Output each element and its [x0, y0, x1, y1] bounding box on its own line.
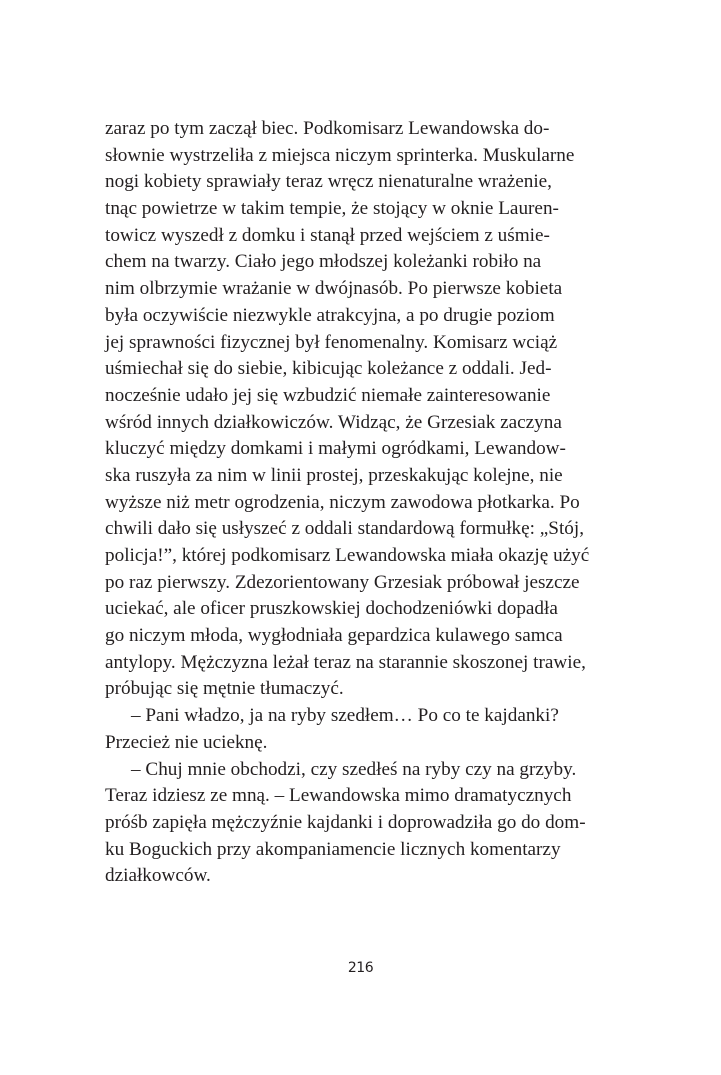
- text-line: chem na twarzy. Ciało jego młodszej koleżanki robiło na: [105, 251, 542, 273]
- text-line: ska ruszyła za nim w linii prostej, przeskakując kolejne, nie: [105, 464, 563, 486]
- text-line: jej sprawności fizycznej był fenomenalny. Komisarz wciąż: [105, 331, 558, 353]
- body-text: [105, 116, 603, 890]
- text-line: uciekać, ale oficer pruszkowskiej dochodzeniówki dopadła: [105, 598, 558, 620]
- text-line: chwili dało się usłyszeć z oddali standardową formułkę: „Stój,: [105, 518, 585, 540]
- text-line: antylopy. Mężczyzna leżał teraz na starannie skoszonej trawie,: [105, 651, 586, 673]
- text-line: – Pani władzo, ja na ryby szedłem… Po co te kajdanki?: [131, 705, 559, 727]
- text-line: ku Boguckich przy akompaniamencie licznych komentarzy: [105, 838, 561, 860]
- text-line: działkowców.: [105, 865, 211, 887]
- text-line: nogi kobiety sprawiały teraz wręcz nienaturalne wrażenie,: [105, 171, 552, 193]
- text-line: próbując się mętnie tłumaczyć.: [105, 678, 344, 700]
- text-line: kluczyć między domkami i małymi ogródkami, Lewandow-: [105, 438, 566, 460]
- text-line: słownie wystrzeliła z miejsca niczym sprinterka. Muskularne: [105, 144, 575, 166]
- text-line: zaraz po tym zaczął biec. Podkomisarz Lewandowska do-: [105, 118, 550, 139]
- text-line: po raz pierwszy. Zdezorientowany Grzesiak próbował jeszcze: [105, 571, 580, 593]
- text-line: Przecież nie ucieknę.: [105, 731, 268, 753]
- text-line: wyższe niż metr ogrodzenia, niczym zawodowa płotkarka. Po: [105, 491, 580, 513]
- text-line: wśród innych działkowiczów. Widząc, że Grzesiak zaczyna: [105, 411, 562, 433]
- text-line: próśb zapięła mężczyźnie kajdanki i doprowadziła go do dom-: [105, 811, 586, 833]
- text-line: nim olbrzymie wrażanie w dwójnasób. Po pierwsze kobieta: [105, 278, 563, 300]
- text-line: – Chuj mnie obchodzi, czy szedłeś na ryby czy na grzyby.: [131, 758, 577, 780]
- text-line: nocześnie udało jej się wzbudzić niemałe zainteresowanie: [105, 384, 551, 406]
- page-number: 216: [347, 960, 374, 976]
- text-line: go niczym młoda, wygłodniała gepardzica kulawego samca: [105, 625, 563, 647]
- text-line: Teraz idziesz ze mną. – Lewandowska mimo dramatycznych: [105, 785, 572, 807]
- text-line: tnąc powietrze w takim tempie, że stojący w oknie Lauren-: [105, 198, 559, 220]
- text-line: policja!”, której podkomisarz Lewandowska miała okazję użyć: [105, 545, 590, 566]
- text-line: była oczywiście niezwykle atrakcyjna, a po drugie poziom: [105, 304, 555, 326]
- text-line: uśmiechał się do siebie, kibicując koleżance z oddali. Jed-: [105, 358, 552, 380]
- text-line: towicz wyszedł z domku i stanął przed wejściem z uśmie-: [105, 224, 550, 246]
